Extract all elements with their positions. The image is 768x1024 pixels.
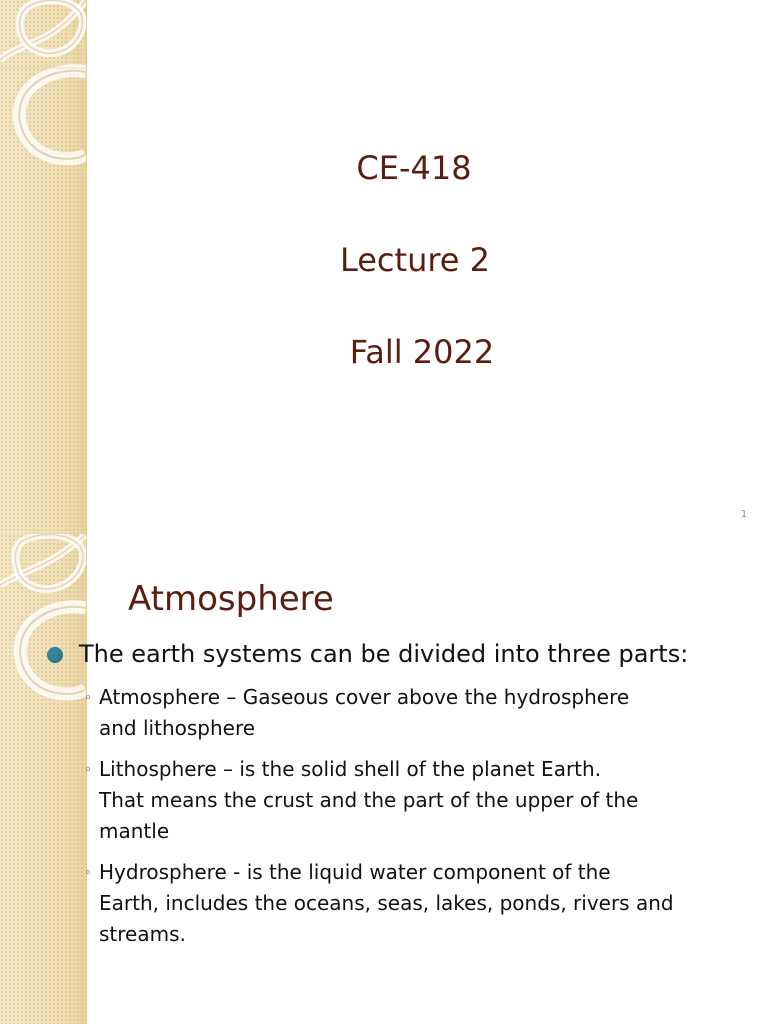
ring-ornament-icon xyxy=(0,534,86,1024)
sub-bullet-text: Atmosphere – Gaseous cover above the hydrosphere and lithosphere xyxy=(99,685,630,740)
term-title: Fall 2022 xyxy=(349,333,495,371)
sub-bullet-hydrosphere xyxy=(80,857,740,950)
lecture-title: Lecture 2 xyxy=(339,241,491,279)
ring-ornament-icon xyxy=(0,0,86,534)
hollow-circle-bullet-icon: ◦ xyxy=(84,866,92,881)
sub-bullet-list xyxy=(80,682,740,960)
sub-bullet-text: Hydrosphere - is the liquid water component of the Earth, includes the oceans, seas, lakes, ponds, rivers and streams. xyxy=(99,860,674,946)
sub-bullet-text: Lithosphere – is the solid shell of the planet Earth. That means the crust and the part of the upper of the mantle xyxy=(99,757,639,843)
course-title: CE-418 xyxy=(356,149,472,187)
slide-2 xyxy=(0,534,768,1024)
filled-circle-bullet-icon xyxy=(47,647,63,663)
slide-heading: Atmosphere xyxy=(128,579,334,619)
slide-1-decorative-sidebar xyxy=(0,0,87,534)
sub-bullet-lithosphere xyxy=(80,754,740,847)
slide-2-decorative-sidebar xyxy=(0,534,87,1024)
main-bullet-text: The earth systems can be divided into three parts: xyxy=(79,640,689,668)
slide-number: 1 xyxy=(740,509,748,520)
hollow-circle-bullet-icon: ◦ xyxy=(84,691,92,706)
hollow-circle-bullet-icon: ◦ xyxy=(84,763,92,778)
sub-bullet-atmosphere xyxy=(80,682,740,744)
